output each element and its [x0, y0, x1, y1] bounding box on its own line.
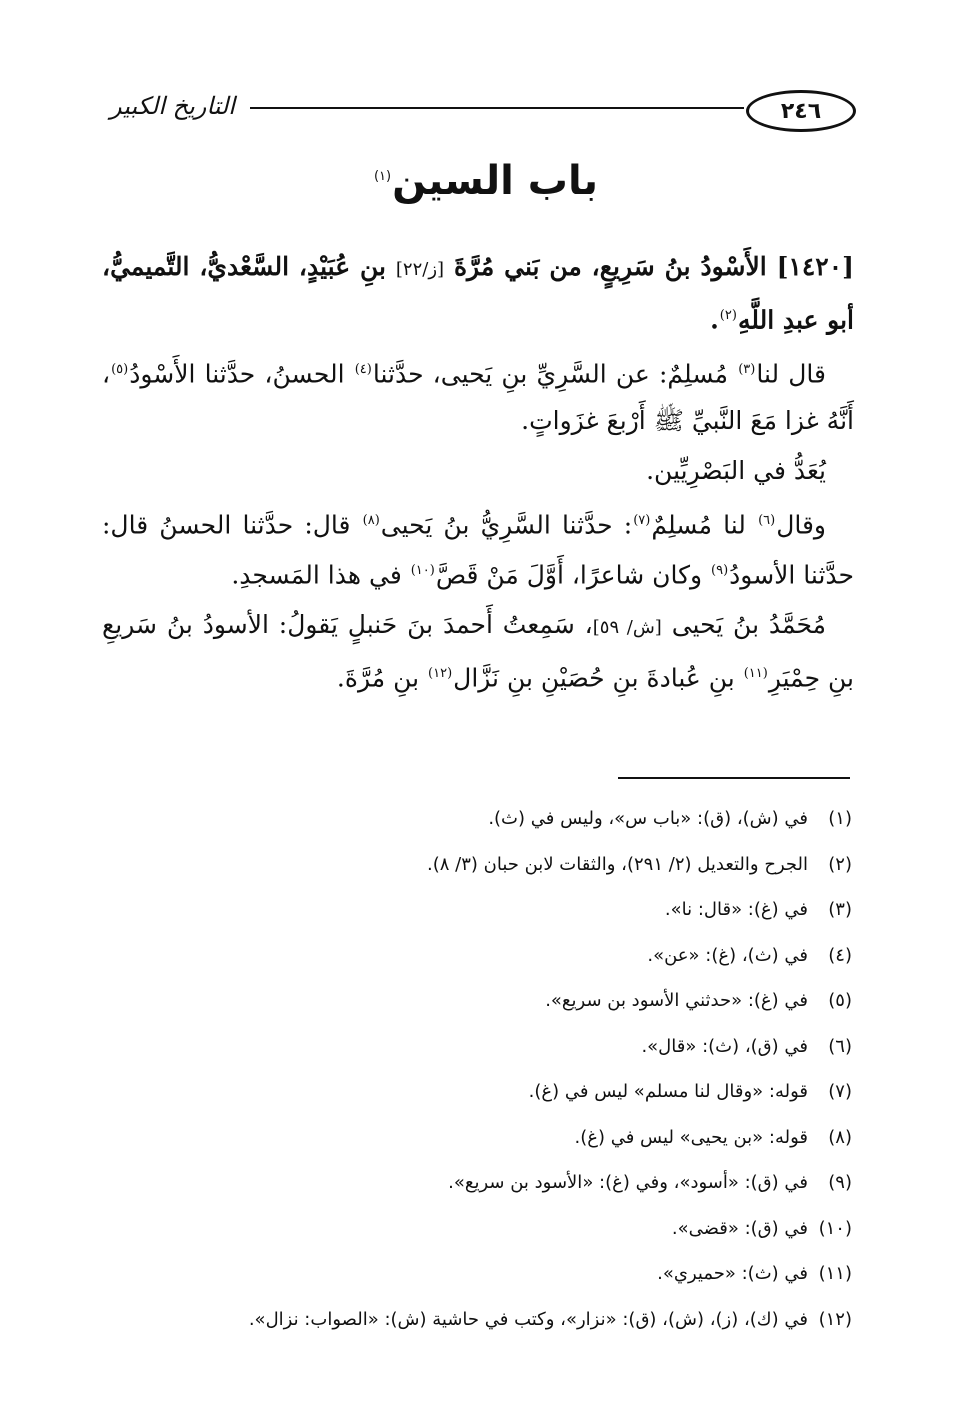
footnote-item [102, 842, 852, 888]
footnote-ref: (٧) [633, 512, 651, 528]
footnote-text: في (غ): «حدثني الأسود بن سريع». [545, 990, 808, 1011]
text-span: وكان شاعرًا، أَوَّلَ مَنْ قَصَّ [435, 560, 711, 590]
footnote-number: (٣) [828, 899, 852, 920]
entry-name-part2: بنِ عُبَيْدٍ، السَّعْديُّ، التَّميميُّ، أبو عبدِ اللَّهِ [102, 252, 854, 335]
footnote-number: (١٢) [818, 1308, 852, 1330]
footnote-item [102, 796, 852, 842]
footnote-item [102, 978, 852, 1024]
footnote-ref: (١٠) [410, 562, 435, 578]
footnote-text: في (ق): «أسود»، وفي (غ): «الأسود بن سريع». [448, 1172, 808, 1193]
footnote-number: (٦) [828, 1035, 852, 1057]
footnote-ref: (١) [373, 168, 392, 184]
footnote-text: في (ث)، (غ): «عن». [647, 944, 808, 966]
footnote-ref: (٩) [711, 562, 729, 578]
page-number: ٢٤٦ [746, 90, 856, 132]
footnote-number: (١٠) [818, 1217, 852, 1239]
footnote-item [102, 1115, 852, 1161]
text-span: : حدَّثنا السَّرِيُّ بنُ يَحيى [380, 509, 633, 539]
footnote-item [102, 1206, 852, 1252]
text-span: بنِ مُرَّةَ. [336, 663, 428, 693]
footnote-number: (١١) [818, 1263, 852, 1284]
footnote-ref: (٨) [362, 512, 380, 528]
footnote-item [102, 1251, 852, 1297]
footnote-item [102, 1160, 852, 1206]
text-span: مُحَمَّدُ بنُ يَحيى [671, 610, 827, 640]
text-span: الحسنُ، حدَّثنا الأَسْودُ [129, 359, 354, 389]
footnote-number: (٢) [828, 853, 852, 875]
header-rule [250, 107, 744, 109]
main-text [102, 244, 854, 706]
footnote-text: قوله: «بن يحيى» ليس في (غ). [574, 1126, 808, 1148]
text-span: في هذا المَسجدِ. [231, 560, 410, 590]
text-span: ، سَمِعتُ أَحمدَ بنَ حَنبلٍ يَقولُ: الأسودُ بنُ سَريعِ بنِ حِمْيَرِ [102, 610, 854, 693]
footnote-ref: (٦) [758, 512, 776, 528]
footnote-separator [618, 777, 850, 779]
footnote-ref: (٣) [738, 362, 756, 378]
text-span: وقال [776, 509, 827, 539]
footnote-text: في (ش)، (ق): «باب س»، وليس في (ث). [488, 808, 808, 829]
paragraph-3 [102, 498, 854, 599]
entry-name-part1: الأَسْودُ بنُ سَرِيعٍ، من بَني مُرَّةَ [453, 252, 767, 281]
book-title: التاريخ الكبير [110, 92, 235, 120]
footnotes [102, 796, 852, 1342]
text-span: قال لنا [756, 359, 826, 389]
paragraph-1 [102, 347, 854, 443]
manuscript-ref: [ز/٢٢] [395, 259, 445, 280]
text-span: مُسلِمٌ: عن السَّرِيِّ بنِ يَحيى، حدَّثنا [372, 359, 738, 389]
footnote-item [102, 1024, 852, 1070]
section-title-text: باب السين [392, 158, 599, 204]
footnote-item [102, 933, 852, 979]
footnote-ref: (٤) [354, 362, 372, 378]
entry-end: . [710, 305, 719, 335]
footnote-text: قوله: «وقال لنا مسلم» ليس في (غ). [528, 1081, 808, 1102]
footnote-item [102, 887, 852, 933]
footnote-item [102, 1069, 852, 1115]
footnote-ref: (٥) [111, 362, 129, 378]
text-span: بنِ عُبادةَ بنِ حُصَيْنِ بنِ نَزَّال [453, 663, 743, 693]
section-title [0, 158, 971, 204]
text-span: قال: حدَّثنا الحسنُ قال: حدَّثنا الأسودُ [102, 509, 854, 590]
footnote-item [102, 1297, 852, 1343]
running-header [100, 88, 856, 132]
entry-number: [١٤٢٠] [776, 252, 854, 281]
footnote-number: (١) [828, 808, 852, 829]
text-span: ، أَنَّهُ غزا مَعَ النَّبيِّ ﷺ أَرْبعَ غزَواتٍ. [102, 359, 854, 435]
footnote-number: (٥) [828, 990, 852, 1011]
entry-heading [102, 244, 854, 343]
footnote-text: في (ق): «قضى». [671, 1217, 808, 1239]
footnote-ref: (١٢) [428, 666, 453, 682]
paragraph-2: يُعَدُّ في البَصْرِيِّين. [646, 455, 826, 485]
paragraph-4 [102, 602, 854, 701]
footnote-text: في (ق)، (ث): «قال». [641, 1035, 808, 1057]
footnote-text: في (ث): «حميري». [657, 1263, 808, 1284]
footnote-number: (٩) [828, 1172, 852, 1193]
footnote-text: في (غ): «قال: نا». [664, 899, 808, 920]
footnote-number: (٤) [828, 944, 852, 966]
footnote-ref: (١١) [743, 666, 768, 682]
footnote-text: في (ك)، (ز)، (ش)، (ق): «نزار»، وكتب في حاشية (ش): «الصواب: نزال». [248, 1308, 808, 1330]
footnote-number: (٨) [828, 1126, 852, 1148]
footnote-ref: (٢) [719, 308, 737, 323]
manuscript-ref: [ش/ ٥٩] [592, 617, 662, 639]
footnote-number: (٧) [828, 1081, 852, 1102]
footnote-text: الجرح والتعديل (٢/ ٢٩١)، والثقات لابن حبان (٣/ ٨). [426, 853, 808, 875]
text-span: لنا مُسلِمٌ [651, 509, 758, 539]
